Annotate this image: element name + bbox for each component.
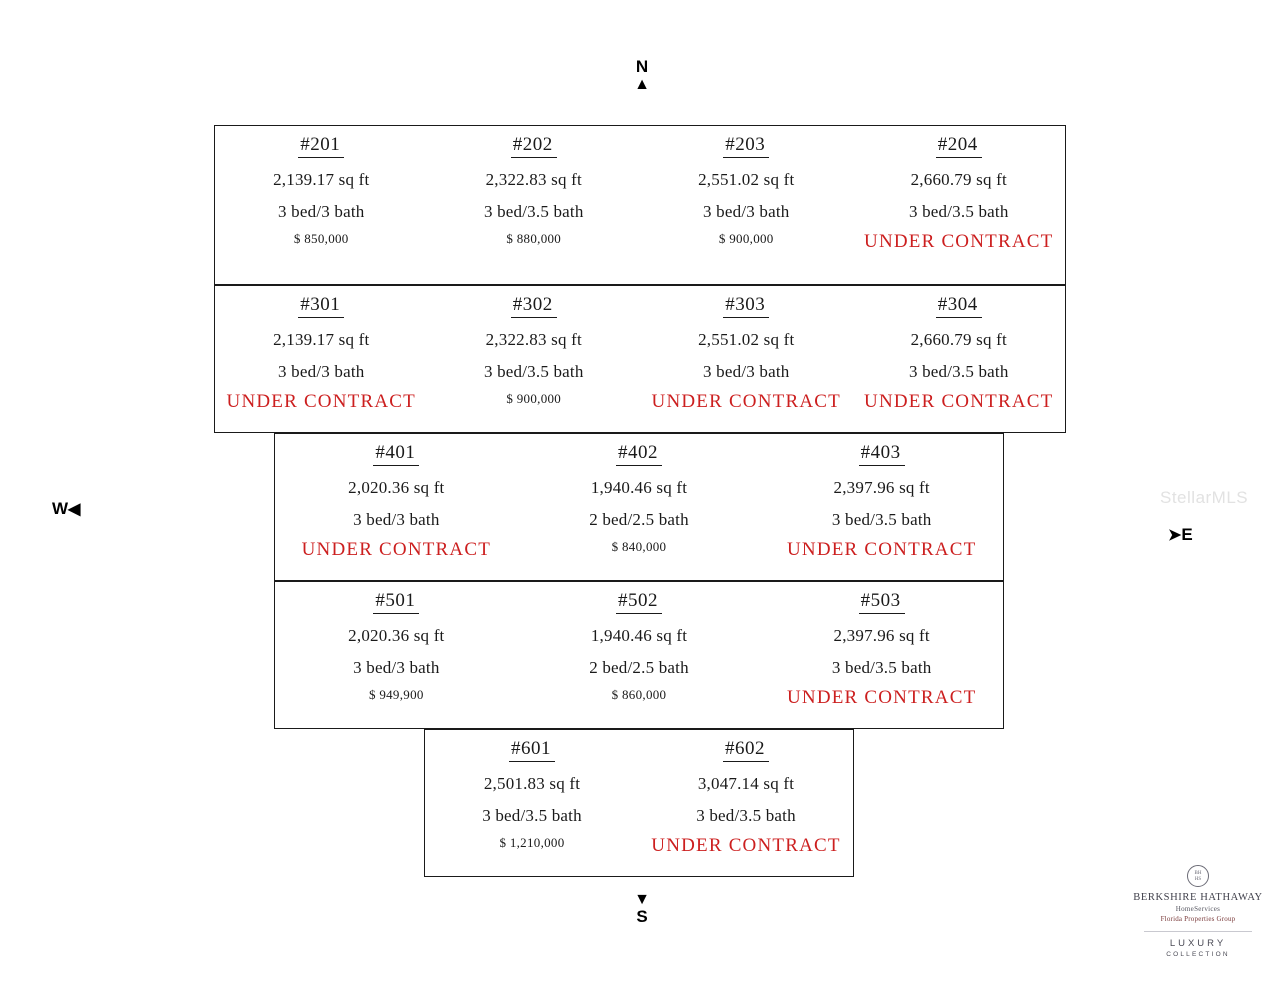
logo-group: Florida Properties Group [1160, 915, 1236, 923]
unit-price: $ 880,000 [506, 231, 562, 246]
unit-401[interactable] [275, 434, 518, 580]
unit-beds: 3 bed/3.5 bath [483, 362, 584, 381]
floor-plan-row-2 [214, 125, 1066, 285]
unit-301[interactable] [215, 286, 428, 432]
unit-id: #403 [859, 442, 905, 466]
logo-name: BERKSHIRE HATHAWAY [1133, 892, 1263, 903]
logo-subtitle: HomeServices [1175, 905, 1221, 913]
unit-601[interactable] [425, 730, 639, 876]
unit-402[interactable] [518, 434, 761, 580]
unit-size: 2,139.17 sq ft [273, 170, 370, 189]
unit-beds: 3 bed/3.5 bath [483, 202, 584, 221]
unit-302[interactable] [428, 286, 641, 432]
unit-id: #503 [859, 590, 905, 614]
unit-204[interactable] [853, 126, 1066, 284]
status-badge: UNDER CONTRACT [651, 835, 841, 856]
unit-price: $ 900,000 [718, 231, 774, 246]
compass-west-arrow-icon: ◀ [68, 501, 81, 518]
unit-id: #402 [616, 442, 662, 466]
unit-size: 2,397.96 sq ft [833, 626, 930, 645]
unit-beds: 3 bed/3 bath [703, 362, 790, 381]
unit-id: #501 [373, 590, 419, 614]
compass-north-arrow-icon: ▲ [634, 75, 650, 93]
unit-price: $ 860,000 [611, 687, 667, 702]
status-badge: UNDER CONTRACT [301, 539, 492, 560]
unit-beds: 3 bed/3 bath [278, 362, 365, 381]
unit-beds: 3 bed/3.5 bath [482, 806, 582, 825]
unit-602[interactable] [639, 730, 853, 876]
unit-beds: 2 bed/2.5 bath [589, 510, 689, 529]
logo-collection: COLLECTION [1166, 951, 1230, 958]
unit-id: #301 [298, 294, 344, 318]
compass-west [52, 500, 112, 519]
compass-east-label: E [1181, 525, 1193, 544]
compass-south-arrow-icon: ▼ [634, 891, 650, 908]
unit-id: #502 [616, 590, 662, 614]
unit-price: $ 900,000 [506, 391, 562, 406]
unit-id: #601 [509, 738, 555, 762]
stellar-mls-watermark: StellarMLS [1160, 488, 1249, 507]
compass-west-label: W [52, 499, 69, 518]
status-badge: UNDER CONTRACT [864, 391, 1054, 412]
floor-plan-row-3 [214, 285, 1066, 433]
unit-202[interactable] [428, 126, 641, 284]
unit-size: 2,551.02 sq ft [698, 170, 795, 189]
unit-403[interactable] [760, 434, 1003, 580]
unit-id: #401 [373, 442, 419, 466]
unit-size: 2,660.79 sq ft [910, 330, 1007, 349]
unit-id: #201 [298, 134, 344, 158]
unit-503[interactable] [760, 582, 1003, 728]
logo-divider [1144, 931, 1252, 932]
status-badge: UNDER CONTRACT [651, 391, 841, 412]
unit-id: #602 [723, 738, 769, 762]
unit-id: #203 [723, 134, 769, 158]
unit-id: #303 [723, 294, 769, 318]
berkshire-hathaway-mark-icon: BH HS [1187, 865, 1209, 887]
unit-size: 2,322.83 sq ft [485, 170, 582, 189]
unit-size: 2,660.79 sq ft [910, 170, 1007, 189]
unit-size: 1,940.46 sq ft [590, 626, 688, 645]
unit-size: 2,501.83 sq ft [483, 774, 581, 793]
floor-plan-row-6 [424, 729, 854, 877]
unit-price: $ 840,000 [611, 539, 667, 554]
unit-size: 2,020.36 sq ft [348, 626, 445, 645]
unit-size: 2,397.96 sq ft [833, 478, 930, 497]
unit-beds: 2 bed/2.5 bath [589, 658, 689, 677]
status-badge: UNDER CONTRACT [226, 391, 416, 412]
unit-size: 2,551.02 sq ft [698, 330, 795, 349]
unit-id: #302 [511, 294, 557, 318]
status-badge: UNDER CONTRACT [786, 687, 977, 708]
unit-size: 2,322.83 sq ft [485, 330, 582, 349]
unit-303[interactable] [640, 286, 853, 432]
unit-id: #304 [936, 294, 982, 318]
unit-beds: 3 bed/3 bath [278, 202, 365, 221]
unit-502[interactable] [518, 582, 761, 728]
unit-size: 2,139.17 sq ft [273, 330, 370, 349]
unit-id: #202 [511, 134, 557, 158]
unit-size: 1,940.46 sq ft [590, 478, 688, 497]
unit-price: $ 1,210,000 [499, 835, 565, 850]
floor-plan-row-4 [274, 433, 1004, 581]
unit-price: $ 850,000 [293, 231, 349, 246]
unit-beds: 3 bed/3.5 bath [696, 806, 796, 825]
unit-beds: 3 bed/3.5 bath [908, 362, 1009, 381]
compass-east [1168, 526, 1228, 545]
unit-beds: 3 bed/3 bath [353, 510, 440, 529]
compass-north [612, 58, 672, 93]
unit-501[interactable] [275, 582, 518, 728]
compass-north-label: N [635, 57, 649, 76]
unit-beds: 3 bed/3.5 bath [908, 202, 1009, 221]
unit-beds: 3 bed/3.5 bath [831, 658, 932, 677]
unit-203[interactable] [640, 126, 853, 284]
unit-size: 2,020.36 sq ft [348, 478, 445, 497]
compass-east-arrow-icon: ➤ [1168, 527, 1182, 544]
status-badge: UNDER CONTRACT [864, 231, 1054, 252]
unit-size: 3,047.14 sq ft [697, 774, 795, 793]
status-badge: UNDER CONTRACT [786, 539, 977, 560]
unit-id: #204 [936, 134, 982, 158]
logo-luxury: LUXURY [1169, 938, 1227, 949]
compass-south [612, 892, 672, 927]
unit-beds: 3 bed/3 bath [353, 658, 440, 677]
unit-201[interactable] [215, 126, 428, 284]
unit-304[interactable] [853, 286, 1066, 432]
unit-price: $ 949,900 [368, 687, 424, 702]
brokerage-logo [1130, 865, 1266, 958]
floor-plan-row-5 [274, 581, 1004, 729]
unit-beds: 3 bed/3 bath [703, 202, 790, 221]
unit-beds: 3 bed/3.5 bath [831, 510, 932, 529]
compass-south-label: S [636, 907, 648, 926]
